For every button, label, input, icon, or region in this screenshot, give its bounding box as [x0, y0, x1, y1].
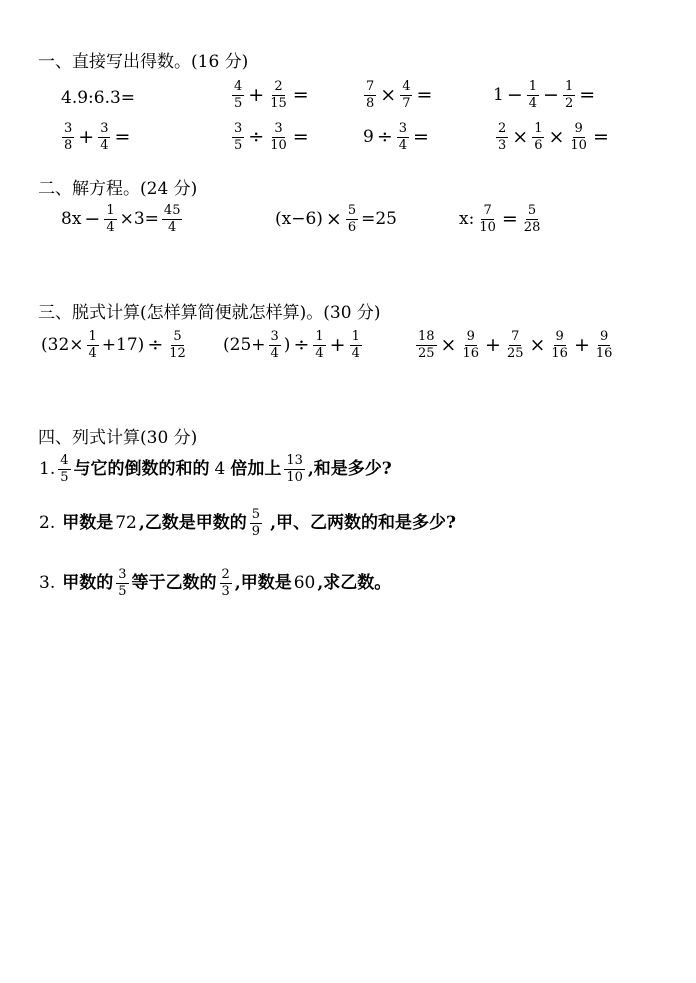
expression-text: 倍加上 — [230, 459, 282, 480]
fraction-numerator: 5 — [526, 204, 538, 220]
divide-sign: ÷ — [376, 126, 393, 149]
expression-text: 甲数的 — [62, 573, 114, 594]
p3-expr1 — [40, 330, 190, 361]
fraction-denominator: 5 — [118, 584, 127, 600]
plus-sign: + — [573, 334, 590, 357]
p2-expr2 — [274, 204, 398, 235]
wp1-line — [38, 454, 393, 485]
fraction-denominator: 5 — [234, 96, 243, 112]
expression-text: (32× — [41, 335, 84, 356]
fraction-denominator: 10 — [270, 138, 287, 154]
divide-sign: ÷ — [147, 334, 164, 357]
fraction-numerator: 3 — [232, 122, 244, 138]
fraction-denominator: 16 — [462, 346, 480, 362]
fraction-numerator: 1 — [104, 204, 116, 220]
expression-text: =25 — [361, 209, 398, 230]
section-3-heading: 三、脱式计算(怎样算简便就怎样算)。(30 分) — [38, 303, 381, 323]
part1-row1 — [0, 80, 696, 120]
fraction — [104, 204, 116, 235]
times-sign: × — [512, 126, 529, 149]
minus-sign: − — [506, 84, 523, 107]
fraction-denominator: 4 — [315, 346, 324, 362]
expression-text: x: — [459, 209, 475, 230]
fraction-numerator: 1 — [527, 80, 539, 96]
fraction-denominator: 7 — [402, 96, 411, 112]
plus-sign: + — [248, 84, 265, 107]
question-number: 3. — [39, 573, 56, 594]
expression-text: ) — [283, 335, 291, 356]
fraction — [496, 122, 508, 153]
fraction — [269, 330, 281, 361]
fraction-denominator: 25 — [418, 346, 435, 362]
fraction — [477, 204, 498, 235]
expression-text: ,乙数是甲数的 — [138, 513, 247, 534]
question-number: 1. — [39, 459, 56, 480]
fraction — [364, 80, 376, 111]
fraction-denominator: 6 — [534, 138, 543, 154]
divide-sign: ÷ — [248, 126, 265, 149]
fraction-denominator: 4 — [270, 346, 279, 362]
expression-text: (25+ — [223, 335, 266, 356]
times-sign: × — [548, 126, 565, 149]
fraction — [250, 508, 262, 539]
fraction-denominator: 28 — [523, 220, 541, 236]
minus-sign: − — [543, 84, 559, 107]
expression-text: 60 — [293, 573, 316, 594]
fraction — [58, 454, 70, 485]
fraction-denominator: 4 — [528, 96, 538, 112]
section-4-heading: 四、列式计算(30 分) — [38, 428, 198, 448]
fraction-denominator: 10 — [479, 220, 496, 236]
fraction — [400, 80, 412, 111]
expression-text: 1 — [493, 85, 504, 106]
fraction-denominator: 15 — [270, 96, 287, 112]
fraction-denominator: 8 — [366, 96, 375, 112]
fraction — [522, 204, 543, 235]
fraction-denominator: 3 — [221, 584, 230, 600]
fraction-denominator: 16 — [595, 346, 613, 362]
plus-sign: + — [78, 126, 95, 149]
expression-text: 甲数是 — [62, 513, 114, 534]
fraction-numerator: 18 — [416, 330, 437, 346]
fraction — [232, 122, 244, 153]
equals-sign: = — [416, 84, 433, 107]
fraction-denominator: 4 — [351, 346, 360, 362]
fraction-denominator: 4 — [106, 220, 115, 236]
p1r1-expr4 — [492, 80, 597, 111]
p1r1-expr1 — [60, 90, 136, 107]
p1r1e1-text: 4.9:6.3= — [61, 88, 136, 108]
fraction — [568, 122, 589, 153]
p1r2-expr3 — [362, 122, 431, 153]
fraction-numerator: 9 — [554, 330, 566, 346]
fraction-numerator: 1 — [313, 330, 325, 346]
fraction — [162, 204, 183, 235]
fraction — [313, 330, 325, 361]
expression-text: 72 — [115, 513, 137, 534]
fraction-denominator: 25 — [506, 346, 524, 362]
fraction-numerator: 3 — [272, 122, 284, 138]
fraction-denominator: 9 — [251, 524, 261, 540]
fraction-numerator: 4 — [400, 80, 412, 96]
fraction-numerator: 3 — [98, 122, 110, 138]
expression-text: ,甲数是 — [234, 573, 292, 594]
expression-text: 4 — [214, 459, 226, 480]
fraction — [220, 568, 232, 599]
fraction-denominator: 5 — [234, 138, 243, 154]
expression-text: 与它的倒数的和的 — [73, 459, 210, 480]
expression-text: ,甲、乙两数的和是多少? — [270, 513, 456, 534]
times-sign: × — [440, 334, 457, 357]
fraction-numerator: 3 — [269, 330, 281, 346]
fraction — [268, 80, 289, 111]
fraction-numerator: 5 — [346, 204, 358, 220]
section-1-heading: 一、直接写出得数。(16 分) — [38, 52, 249, 72]
expression-text: (x−6) — [275, 209, 323, 230]
fraction-denominator: 4 — [88, 346, 97, 362]
fraction — [284, 454, 305, 485]
question-number: 2. — [39, 513, 56, 534]
fraction-numerator: 2 — [496, 122, 508, 138]
expression-text: ,求乙数。 — [317, 573, 392, 594]
fraction-denominator: 5 — [60, 470, 69, 486]
fraction-denominator: 6 — [347, 220, 357, 236]
fraction — [416, 330, 437, 361]
fraction — [594, 330, 615, 361]
plus-sign: + — [329, 334, 346, 357]
fraction-numerator: 1 — [563, 80, 575, 96]
fraction — [532, 122, 544, 153]
expression-text: 9 — [363, 127, 374, 148]
fraction-denominator: 4 — [168, 220, 177, 236]
fraction-numerator: 4 — [58, 454, 70, 470]
section-2-heading: 二、解方程。(24 分) — [38, 179, 198, 199]
fraction — [167, 330, 188, 361]
fraction — [232, 80, 244, 111]
part1-row2 — [0, 122, 696, 162]
fraction-numerator: 5 — [171, 330, 183, 346]
p2-expr3 — [458, 204, 544, 235]
wp3-line — [38, 568, 392, 599]
equals-sign: = — [501, 208, 518, 231]
fraction — [87, 330, 99, 361]
fraction-numerator: 9 — [465, 330, 477, 346]
p1r1-expr3 — [362, 80, 434, 111]
times-sign: × — [325, 208, 342, 231]
fraction-numerator: 1 — [87, 330, 99, 346]
fraction-numerator: 7 — [509, 330, 521, 346]
equals-sign: = — [114, 126, 131, 149]
fraction — [116, 568, 128, 599]
part3-row — [0, 330, 696, 370]
minus-sign: − — [84, 208, 101, 231]
fraction — [563, 80, 575, 111]
equals-sign: = — [292, 84, 309, 107]
fraction-numerator: 5 — [250, 508, 262, 524]
plus-sign: + — [485, 334, 501, 357]
fraction-numerator: 13 — [284, 454, 305, 470]
fraction-denominator: 10 — [570, 138, 587, 154]
fraction — [98, 122, 110, 153]
fraction — [549, 330, 570, 361]
fraction-numerator: 2 — [220, 568, 232, 584]
p3-expr2 — [222, 330, 364, 361]
fraction — [505, 330, 526, 361]
fraction-numerator: 7 — [364, 80, 376, 96]
fraction-denominator: 3 — [498, 138, 507, 154]
expression-text: 等于乙数的 — [131, 573, 217, 594]
fraction-denominator: 16 — [551, 346, 568, 362]
part2-row — [0, 204, 696, 244]
divide-sign: ÷ — [293, 334, 310, 357]
p3-expr3 — [414, 330, 616, 361]
fraction — [62, 122, 74, 153]
fraction-numerator: 1 — [532, 122, 544, 138]
times-sign: × — [529, 334, 546, 357]
equals-sign: = — [579, 84, 596, 107]
fraction-numerator: 4 — [232, 80, 244, 96]
p1r2-expr2 — [230, 122, 311, 153]
equals-sign: = — [592, 126, 609, 149]
fraction-denominator: 8 — [64, 138, 73, 154]
wp2-line — [38, 508, 457, 539]
p1r2-expr1 — [60, 122, 132, 153]
fraction-denominator: 2 — [564, 96, 574, 112]
fraction-numerator: 9 — [598, 330, 610, 346]
fraction — [397, 122, 409, 153]
fraction — [268, 122, 289, 153]
fraction — [527, 80, 539, 111]
fraction-numerator: 3 — [397, 122, 409, 138]
fraction-numerator: 9 — [573, 122, 585, 138]
equals-sign: = — [292, 126, 309, 149]
fraction — [346, 204, 358, 235]
p1r1-expr2 — [230, 80, 311, 111]
fraction — [460, 330, 481, 361]
times-sign: × — [380, 84, 397, 107]
fraction-denominator: 4 — [100, 138, 109, 154]
p2-expr1 — [60, 204, 184, 235]
expression-text: ,和是多少? — [307, 459, 392, 480]
fraction-numerator: 3 — [62, 122, 74, 138]
fraction-denominator: 12 — [169, 346, 186, 362]
fraction-numerator: 1 — [350, 330, 362, 346]
expression-text: 8x — [61, 209, 82, 230]
p1r2-expr4 — [494, 122, 611, 153]
fraction — [350, 330, 362, 361]
fraction-numerator: 45 — [162, 204, 183, 220]
fraction-denominator: 10 — [286, 470, 303, 486]
fraction-numerator: 7 — [481, 204, 493, 220]
equals-sign: = — [413, 126, 429, 149]
fraction-numerator: 2 — [272, 80, 284, 96]
fraction-numerator: 3 — [116, 568, 128, 584]
expression-text: ×3= — [119, 209, 159, 230]
expression-text: +17) — [101, 335, 145, 356]
fraction-denominator: 4 — [398, 138, 408, 154]
